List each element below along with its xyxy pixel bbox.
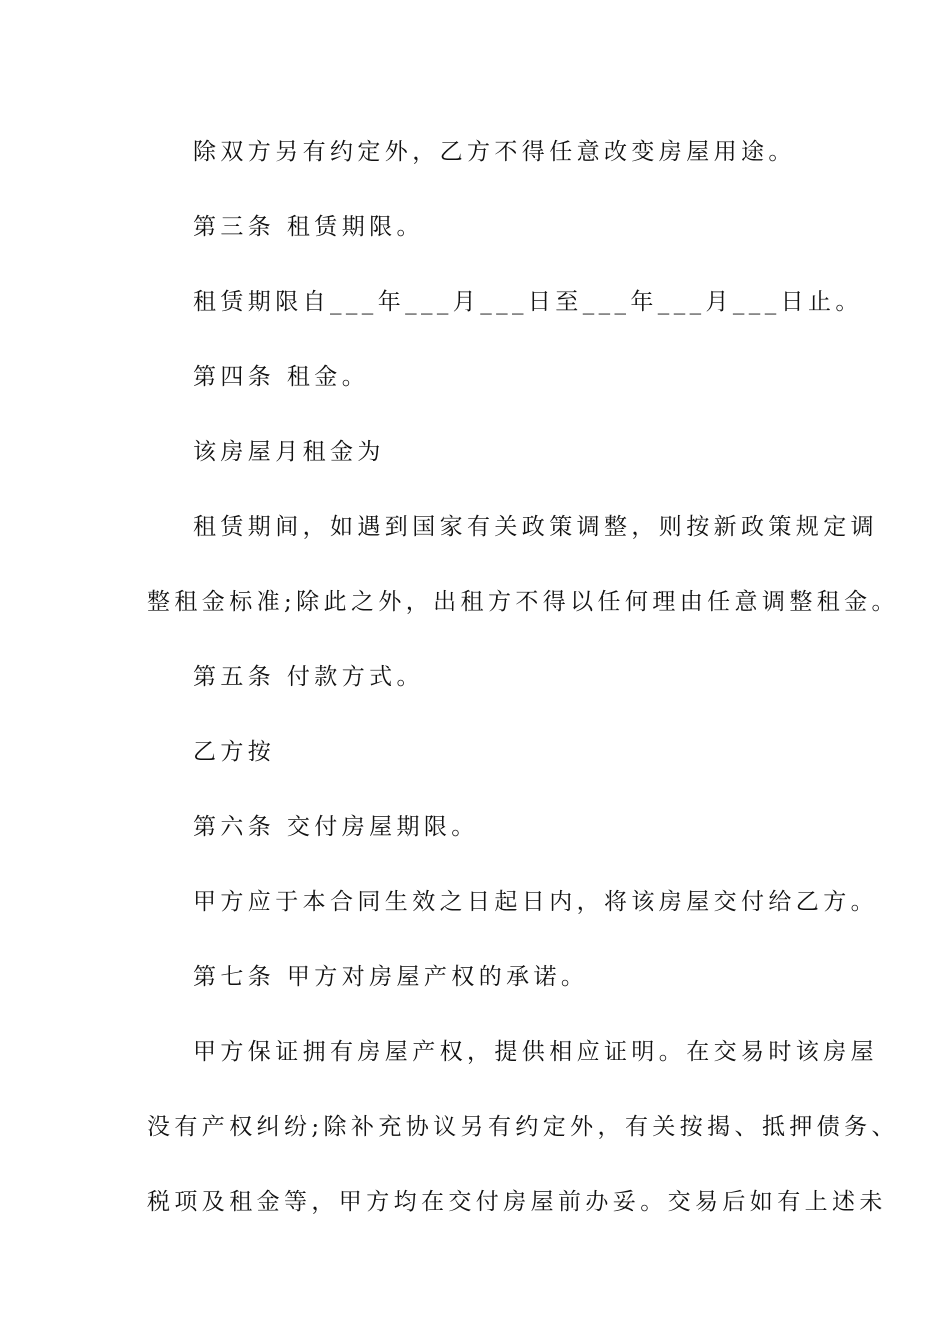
paragraph-line: 甲方应于本合同生效之日起日内，将该房屋交付给乙方。 xyxy=(193,889,878,915)
paragraph-line: 除双方另有约定外，乙方不得任意改变房屋用途。 xyxy=(193,139,796,165)
paragraph-line: 租赁期限自___年___月___日至___年___月___日止。 xyxy=(193,289,863,315)
article-heading-6: 第六条 交付房屋期限。 xyxy=(193,814,479,840)
article-heading-4: 第四条 租金。 xyxy=(193,364,370,390)
paragraph-line: 乙方按 xyxy=(193,739,276,765)
paragraph-line: 该房屋月租金为 xyxy=(193,439,385,465)
article-heading-3: 第三条 租赁期限。 xyxy=(193,214,424,240)
paragraph-line: 租赁期间，如遇到国家有关政策调整，则按新政策规定调 xyxy=(193,514,878,540)
paragraph-line: 没有产权纠纷;除补充协议另有约定外，有关按揭、抵押债务、 xyxy=(147,1114,899,1140)
paragraph-line: 甲方保证拥有房屋产权，提供相应证明。在交易时该房屋 xyxy=(193,1039,878,1065)
paragraph-line: 税项及租金等，甲方均在交付房屋前办妥。交易后如有上述未 xyxy=(147,1189,887,1215)
paragraph-line: 整租金标准;除此之外，出租方不得以任何理由任意调整租金。 xyxy=(147,589,899,615)
article-heading-7: 第七条 甲方对房屋产权的承诺。 xyxy=(193,964,589,990)
article-heading-5: 第五条 付款方式。 xyxy=(193,664,424,690)
